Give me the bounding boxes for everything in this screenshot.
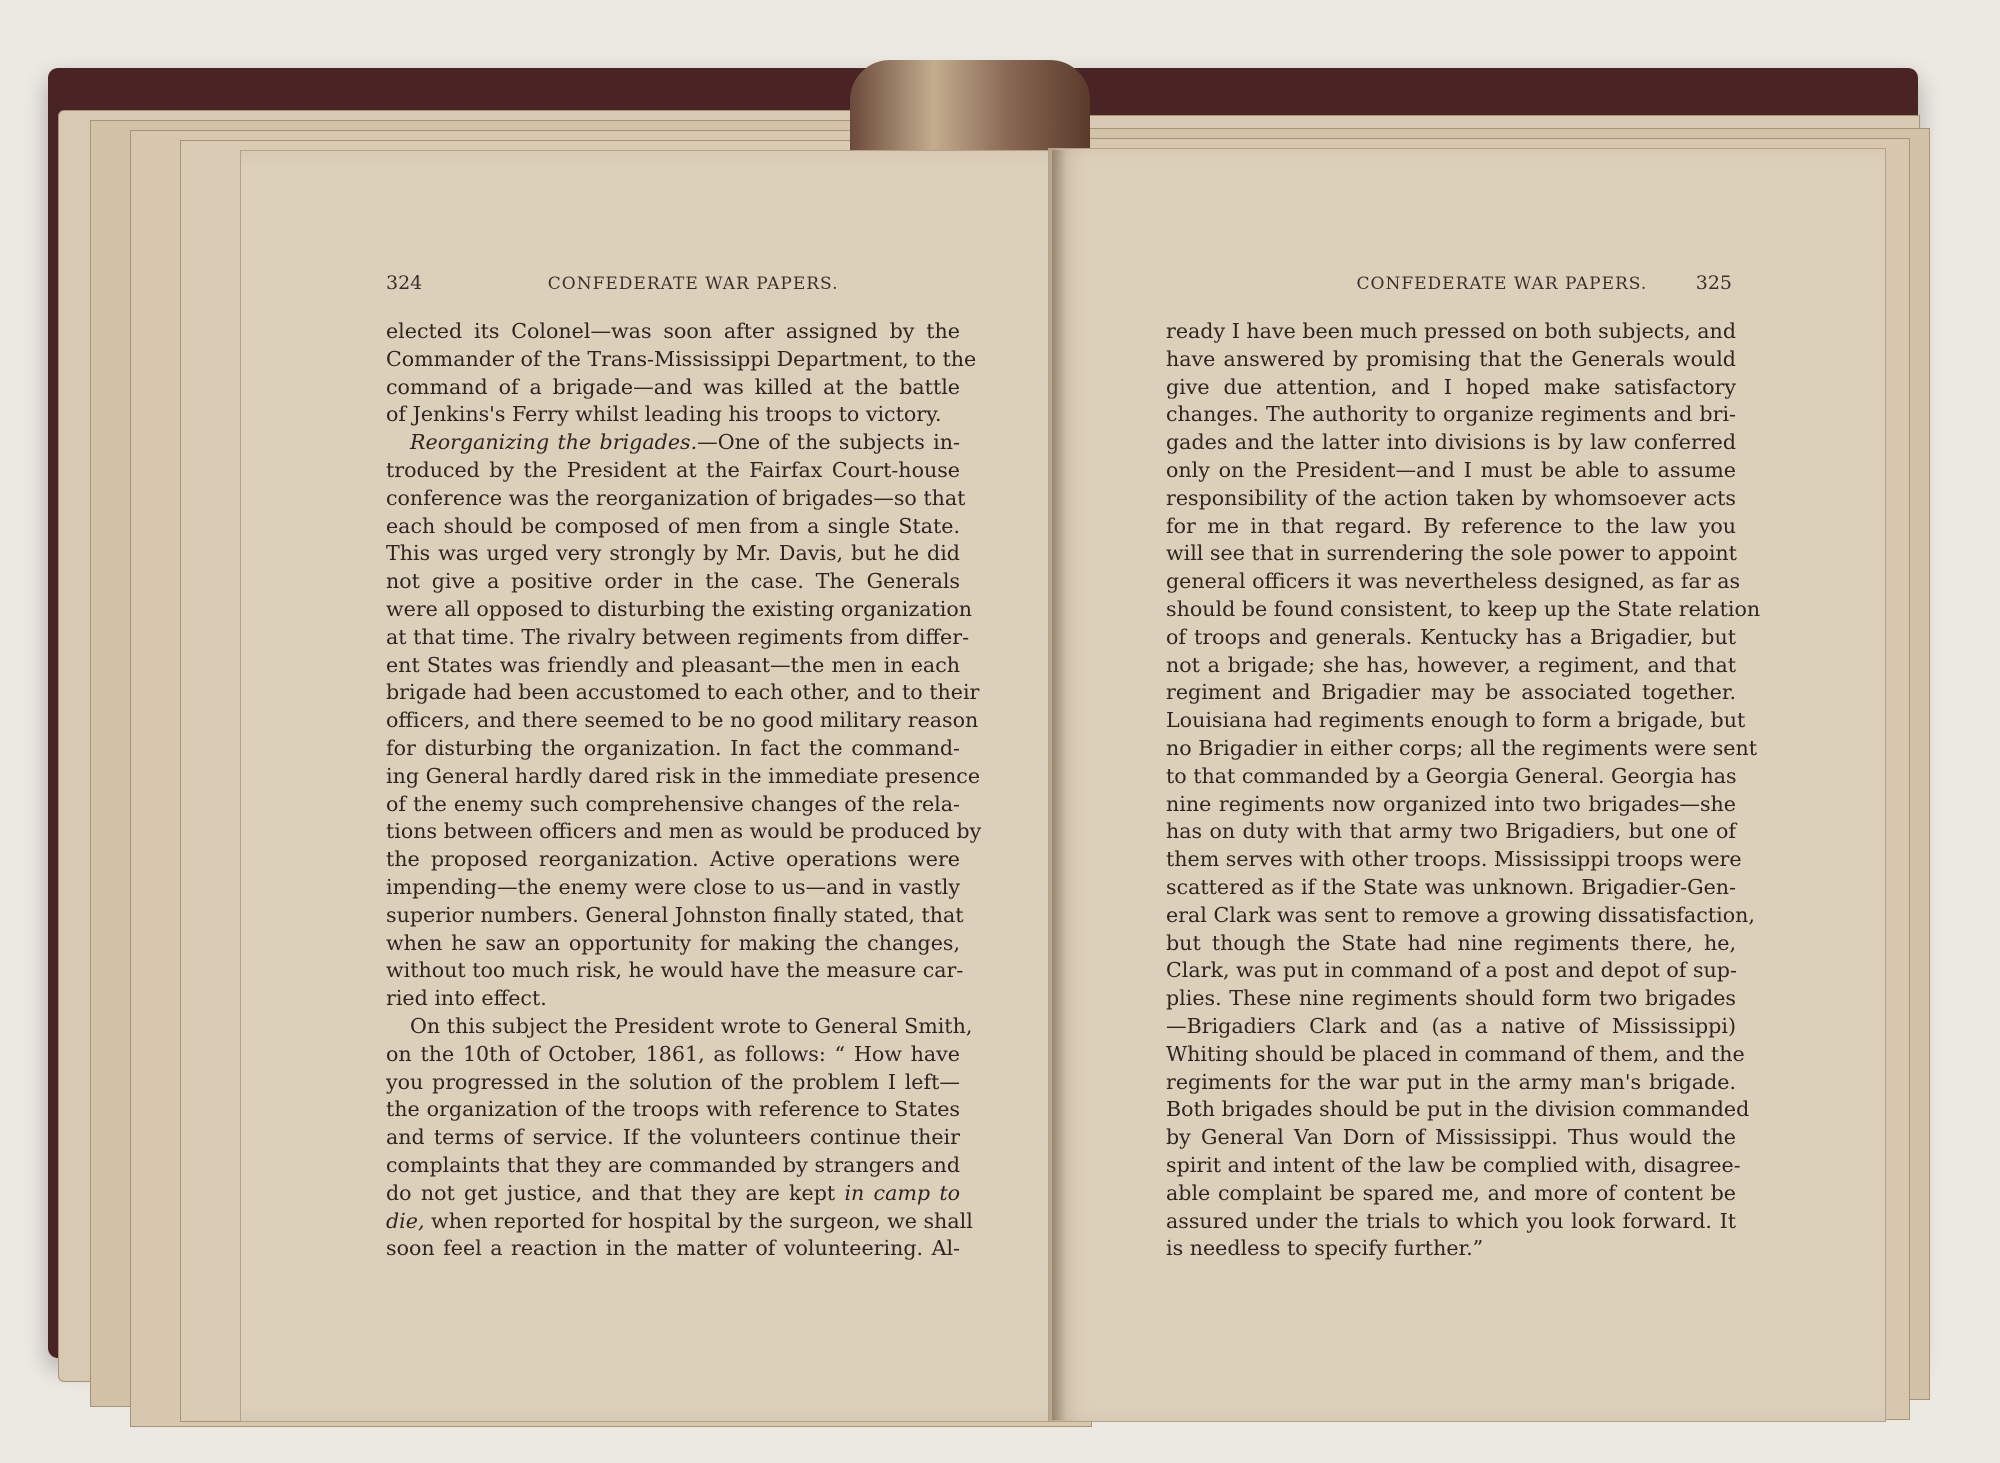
text-line: the proposed reorganization. Active operations were [386,847,960,872]
text-line: Commander of the Trans-Mississippi Department, to the [386,346,977,371]
text-line: conference was the reorganization of brigades—so that [386,485,966,510]
text-line: only on the President—and I must be able to assume [1166,457,1736,482]
text-line: ent States was friendly and pleasant—the men in each [386,652,960,677]
text-line: have answered by promising that the Generals would [1166,346,1736,371]
text-line: not a brigade; she has, however, a regiment, and that [1166,652,1736,677]
page-gutter [1052,150,1066,1420]
text-line: regiment and Brigadier may be associated together. [1166,680,1736,705]
text-line: you progressed in the solution of the problem I left— [386,1069,960,1094]
text-line: superior numbers. General Johnston finally stated, that [386,902,964,927]
text-line: gades and the latter into divisions is by law conferred [1166,430,1736,455]
text-line: Reorganizing the brigades.—One of the subjects in- [410,430,960,455]
text-line: officers, and there seemed to be no good military reason [386,708,979,733]
right-page-number: 325 [1695,272,1732,294]
text-line: able complaint be spared me, and more of content be [1166,1180,1736,1205]
left-running-head [386,272,964,294]
text-line: not give a positive order in the case. The Generals [386,569,960,594]
text-line: do not get justice, and that they are kept in camp to [386,1180,960,1205]
text-line: ready I have been much pressed on both subjects, and [1166,319,1736,343]
text-line: elected its Colonel—was soon after assigned by the [386,319,960,343]
text-line: On this subject the President wrote to General Smith, [410,1013,973,1038]
text-line: complaints that they are commanded by strangers and [386,1152,960,1177]
text-line: regiments for the war put in the army man's brigade. [1166,1069,1736,1094]
text-line: assured under the trials to which you look forward. It [1166,1208,1736,1233]
text-line: give due attention, and I hoped make satisfactory [1166,374,1736,399]
italic-phrase: in camp to [844,1180,960,1205]
text-line: scattered as if the State was unknown. Brigadier-Gen- [1166,874,1736,899]
text-line: This was urged very strongly by Mr. Davis, but he did [386,541,960,566]
left-running-title: CONFEDERATE WAR PAPERS. [547,274,839,294]
text-line: to that commanded by a Georgia General. Georgia has [1166,763,1737,788]
text-line: general officers it was nevertheless designed, as far as [1166,569,1741,594]
text-line: each should be composed of men from a single State. [386,513,960,538]
text-line: will see that in surrendering the sole power to appoint [1166,541,1737,566]
text-line: Whiting should be placed in command of them, and the [1166,1041,1745,1066]
italic-phrase: die, [386,1208,425,1233]
text-line: for disturbing the organization. In fact the command- [386,735,960,760]
right-body-text [1166,318,1761,1263]
left-body-text [386,318,982,1263]
text-line: should be found consistent, to keep up the State relation [1166,596,1761,621]
text-line: them serves with other troops. Mississippi troops were [1166,847,1742,872]
text-line: —Brigadiers Clark and (as a native of Mississippi) [1166,1013,1736,1038]
text-line: of troops and generals. Kentucky has a Brigadier, but [1166,624,1736,649]
text-line: at that time. The rivalry between regiments from differ- [386,624,970,649]
right-running-title: CONFEDERATE WAR PAPERS. [1356,274,1648,294]
text-line: when he saw an opportunity for making the changes, [386,930,960,955]
text-line: were all opposed to disturbing the existing organization [386,596,973,621]
text-line: responsibility of the action taken by whomsoever acts [1166,485,1736,510]
text-line: of Jenkins's Ferry whilst leading his troops to victory. [386,402,942,427]
text-line: soon feel a reaction in the matter of volunteering. Al- [386,1236,960,1261]
text-line: impending—the enemy were close to us—and in vastly [386,874,960,899]
text-line: Both brigades should be put in the division commanded [1166,1097,1750,1122]
right-running-head [1308,272,1732,294]
text-line: of the enemy such comprehensive changes of the rela- [386,791,960,816]
text-line: spirit and intent of the law be complied with, disagree- [1166,1152,1741,1177]
text-line: plies. These nine regiments should form two brigades [1166,986,1736,1011]
text-line: nine regiments now organized into two brigades—she [1166,791,1736,816]
text-line: without too much risk, he would have the measure car- [386,958,964,983]
text-line: brigade had been accustomed to each other, and to their [386,680,980,705]
text-line: Louisiana had regiments enough to form a brigade, but [1166,708,1746,733]
text-line: has on duty with that army two Brigadiers, but one of [1166,819,1736,844]
text-line: Clark, was put in command of a post and depot of sup- [1166,958,1737,983]
text-line: tions between officers and men as would be produced by [386,819,982,844]
left-page-number: 324 [386,272,423,294]
text-line: for me in that regard. By reference to the law you [1166,513,1736,538]
text-line: no Brigadier in either corps; all the regiments were sent [1166,735,1758,760]
text-line: eral Clark was sent to remove a growing dissatisfaction, [1166,902,1755,927]
text-line: changes. The authority to organize regiments and bri- [1166,402,1736,427]
text-line: is needless to specify further.” [1166,1236,1484,1261]
text-line: and terms of service. If the volunteers continue their [386,1125,960,1150]
text-line: die, when reported for hospital by the surgeon, we shall [386,1208,973,1233]
text-line: ing General hardly dared risk in the immediate presence [386,763,981,788]
text-line: ried into effect. [386,986,547,1011]
text-line: command of a brigade—and was killed at the battle [386,374,960,399]
italic-phrase: Reorganizing the brigades. [410,430,698,455]
text-line: on the 10th of October, 1861, as follows: “ How have [386,1041,960,1066]
text-line: troduced by the President at the Fairfax Court-house [386,457,960,482]
book-spine [850,60,1090,160]
text-line: the organization of the troops with reference to States [386,1097,960,1122]
text-line: by General Van Dorn of Mississippi. Thus would the [1166,1125,1736,1150]
text-line: but though the State had nine regiments there, he, [1166,930,1736,955]
